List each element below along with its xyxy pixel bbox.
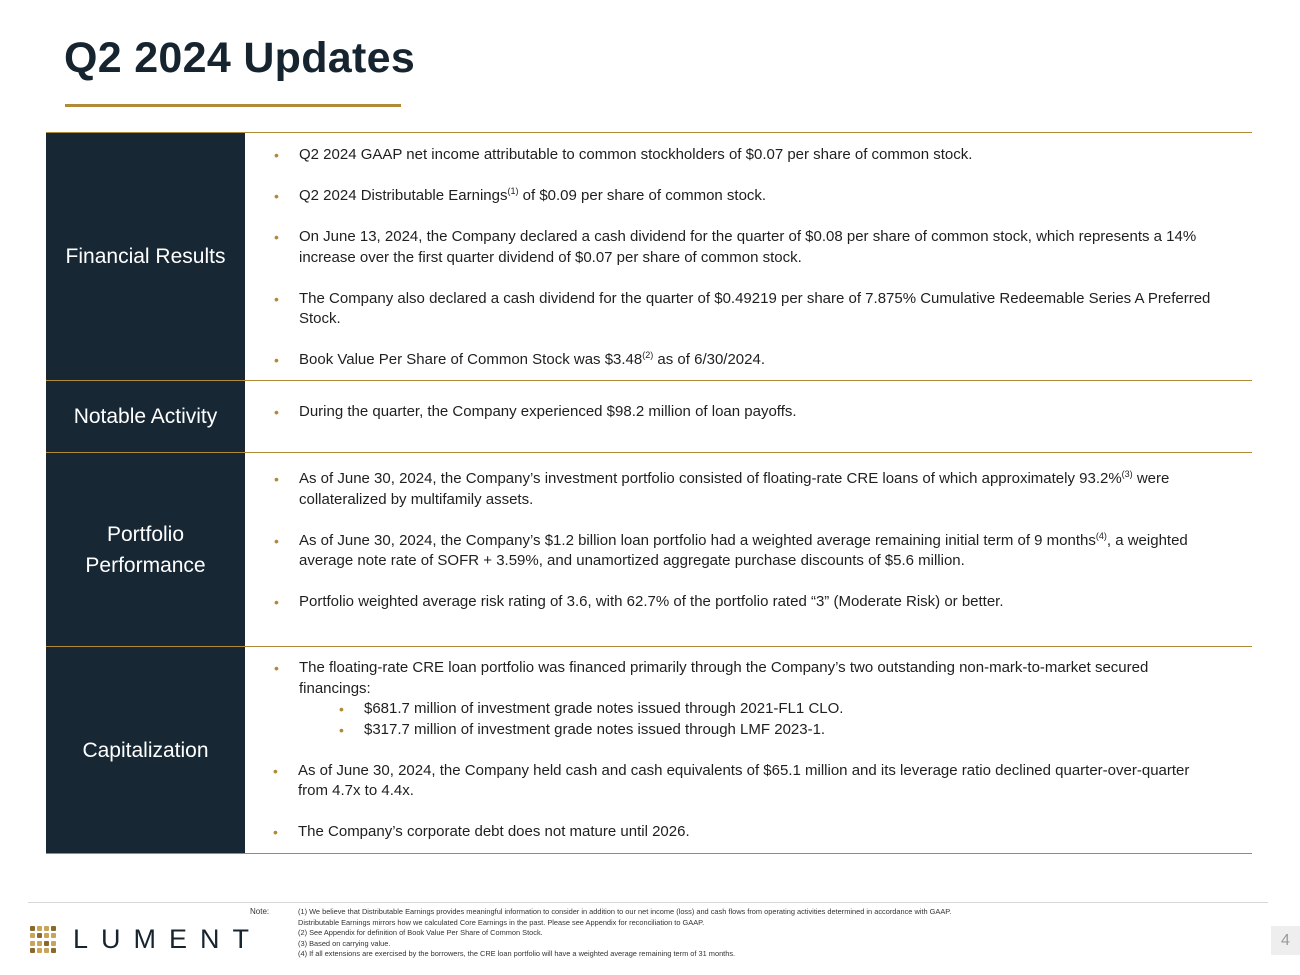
note-label: Note: [250,907,270,916]
bullet-item [274,531,1222,572]
lument-logo-icon [30,926,57,953]
footer-divider [28,902,1268,903]
footnote: Distributable Earnings mirrors how we calculated Core Earnings in the past. Please see Appendix for reconciliation to GAAP. [298,917,705,927]
bullet-item: • The Company also declared a cash dividend for the quarter of $0.49219 per share of 7.875% Cumulative Redeemable Series A Preferred Stock. [274,289,1222,330]
bullet-text: As of June 30, 2024, the Company’s $1.2 billion loan portfolio had a weighted average remaining initial term of 9 months [299,531,1096,549]
row-label-capitalization: Capitalization [46,647,245,853]
bullet-text: As of June 30, 2024, the Company’s investment portfolio consisted of floating-rate CRE loans of which approximately 93.2% [299,470,1122,487]
bullet-item: • Q2 2024 GAAP net income attributable to common stockholders of $0.07 per share of common stock. [274,145,1222,166]
bullet-item: • On June 13, 2024, the Company declared a cash dividend for the quarter of $0.08 per share of common stock, which represents a 14% increase over the first quarter dividend of $0.07 per share of common stock. [274,227,1222,268]
capitalization-row [46,646,1252,853]
bullet-item: • The floating-rate CRE loan portfolio was financed primarily through the Company’s two outstanding non-mark-to-market secured financings: [274,658,1222,699]
row-content [245,133,1252,380]
row-label-portfolio-performance: Portfolio Performance [46,453,245,646]
bullet-text: , a weighted average note rate of SOFR + 3.59%, and unamortized aggregate purchase discounts of $5.6 million. [299,531,1188,569]
footnote-ref: (3) [1121,469,1133,479]
financial-results-row [46,132,1252,380]
bullet-text: were collateralized by multifamily assets. [299,470,1170,508]
footnote-ref: (4) [1095,530,1107,541]
bullet-item: • Portfolio weighted average risk rating of 3.6, with 62.7% of the portfolio rated “3” (Moderate Risk) or better. [274,592,1222,613]
bullet-item: • During the quarter, the Company experienced $98.2 million of loan payoffs. [274,402,797,423]
footnotes [298,907,1218,960]
brand-name: LUMENT [73,924,263,954]
lument-logo [30,924,262,955]
row-label-notable-activity: Notable Activity [46,381,245,452]
row-content [245,647,1252,853]
sub-bullet-item: • $681.7 million of investment grade notes issued through 2021-FL1 CLO. [274,699,1222,720]
footnote: (4) If all extensions are exercised by the borrowers, the CRE loan portfolio will have a weighted average remaining term of 31 months. [298,949,736,959]
bullet-item [274,469,1222,510]
bullet-item: • As of June 30, 2024, the Company held cash and cash equivalents of $65.1 million and its leverage ratio declined quarter-over-quarter from 4.7x to 4.4x. [273,761,1222,802]
bullet-item [274,186,1222,207]
footnote-ref: (2) [642,350,654,360]
footnote-ref: (1) [507,186,519,196]
bullet-text: of $0.09 per share of common stock. [518,187,767,204]
footnote: (2) See Appendix for definition of Book Value Per Share of Common Stock. [298,928,543,938]
bullet-text: Book Value Per Share of Common Stock was $3.48 [299,351,643,368]
title-underline [65,104,401,107]
row-content [245,381,1252,452]
sub-bullet-item: • $317.7 million of investment grade notes issued through LMF 2023-1. [274,720,1222,741]
portfolio-performance-row [46,452,1252,646]
row-content [245,453,1252,646]
bullet-text: Q2 2024 Distributable Earnings [299,187,508,204]
page-number: 4 [1271,926,1300,955]
bullet-item: • The Company’s corporate debt does not mature until 2026. [273,822,1222,843]
bullet-text: as of 6/30/2024. [653,351,766,368]
footnote: (3) Based on carrying value. [298,938,391,948]
page-title: Q2 2024 Updates [64,34,416,82]
bullet-item [274,350,1222,371]
footnote: (1) We believe that Distributable Earnings provides meaningful information to consider in addition to our net income (loss) and cash flows from operating activities determined in accordance with GAAP. [298,907,952,916]
updates-table [46,132,1252,854]
row-label-financial-results: Financial Results [46,133,245,380]
notable-activity-row [46,380,1252,452]
